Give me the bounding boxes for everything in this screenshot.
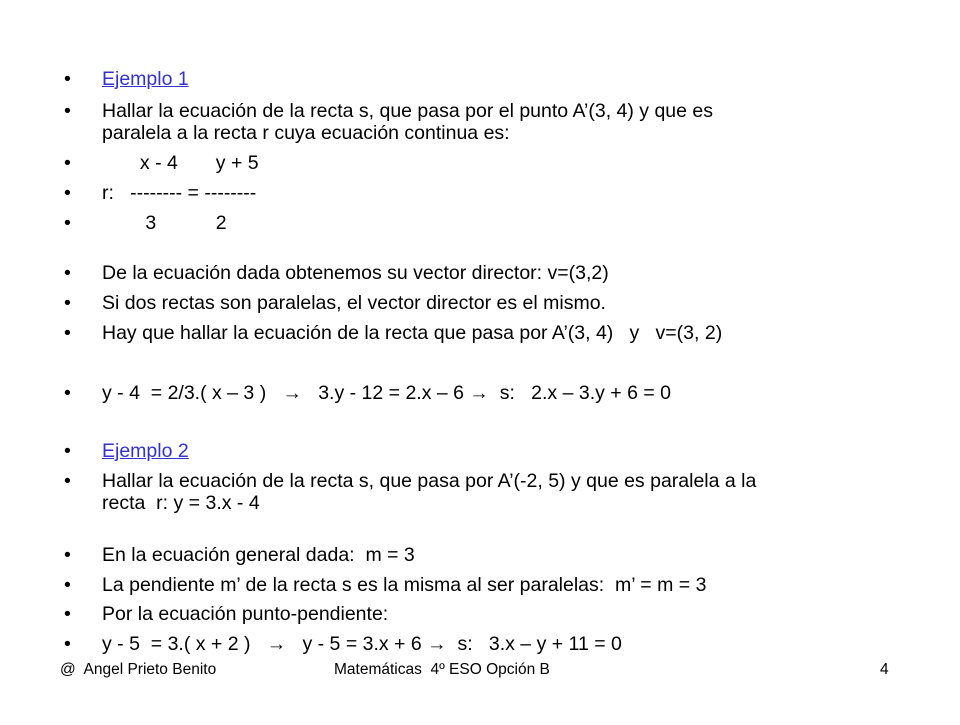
ejemplo2-step3: Por la ecuación punto-pendiente: (102, 603, 389, 625)
ejemplo1-heading-link[interactable]: Ejemplo 1 (102, 68, 189, 90)
bullet: • (64, 544, 71, 566)
ejemplo1-statement-line1: Hallar la ecuación de la recta s, que pasa por el punto A’(3, 4) y que es (102, 100, 714, 122)
footer-page-number: 4 (880, 661, 889, 678)
bullet: • (64, 152, 71, 174)
ejemplo1-result: y - 4 = 2/3.( x – 3 ) → 3.y - 12 = 2.x – 6 → s: 2.x – 3.y + 6 = 0 (102, 382, 672, 404)
bullet: • (64, 292, 71, 314)
bullet: • (64, 440, 71, 462)
bullet: • (64, 182, 71, 204)
bullet: • (64, 470, 71, 492)
ejemplo2-step1: En la ecuación general dada: m = 3 (102, 544, 415, 566)
ejemplo1-step2: Si dos rectas son paralelas, el vector director es el mismo. (102, 292, 606, 314)
ejemplo2-statement-line1: Hallar la ecuación de la recta s, que pasa por A’(-2, 5) y que es paralela a la (102, 470, 757, 492)
ejemplo1-eq-denominators: 3 2 (102, 212, 227, 234)
ejemplo1-eq-middle: r: -------- = -------- (102, 182, 257, 204)
bullet: • (64, 68, 71, 90)
bullet: • (64, 212, 71, 234)
ejemplo1-step1: De la ecuación dada obtenemos su vector director: v=(3,2) (102, 262, 609, 284)
bullet: • (64, 574, 71, 596)
ejemplo2-statement-line2: recta r: y = 3.x - 4 (102, 492, 260, 514)
ejemplo2-heading-link[interactable]: Ejemplo 2 (102, 440, 189, 462)
bullet: • (64, 603, 71, 625)
bullet: • (64, 633, 71, 655)
ejemplo1-statement-line2: paralela a la recta r cuya ecuación continua es: (102, 122, 510, 144)
footer-author: @ Angel Prieto Benito (60, 661, 217, 678)
ejemplo1-eq-numerators: x - 4 y + 5 (102, 152, 259, 174)
bullet: • (64, 262, 71, 284)
bullet: • (64, 100, 71, 122)
bullet: • (64, 322, 71, 344)
ejemplo1-step3: Hay que hallar la ecuación de la recta que pasa por A’(3, 4) y v=(3, 2) (102, 322, 723, 344)
footer-course: Matemáticas 4º ESO Opción B (334, 661, 550, 678)
bullet: • (64, 382, 71, 404)
ejemplo2-result: y - 5 = 3.( x + 2 ) → y - 5 = 3.x + 6 → s: 3.x – y + 11 = 0 (102, 633, 622, 655)
ejemplo2-step2: La pendiente m’ de la recta s es la misma al ser paralelas: m’ = m = 3 (102, 574, 707, 596)
